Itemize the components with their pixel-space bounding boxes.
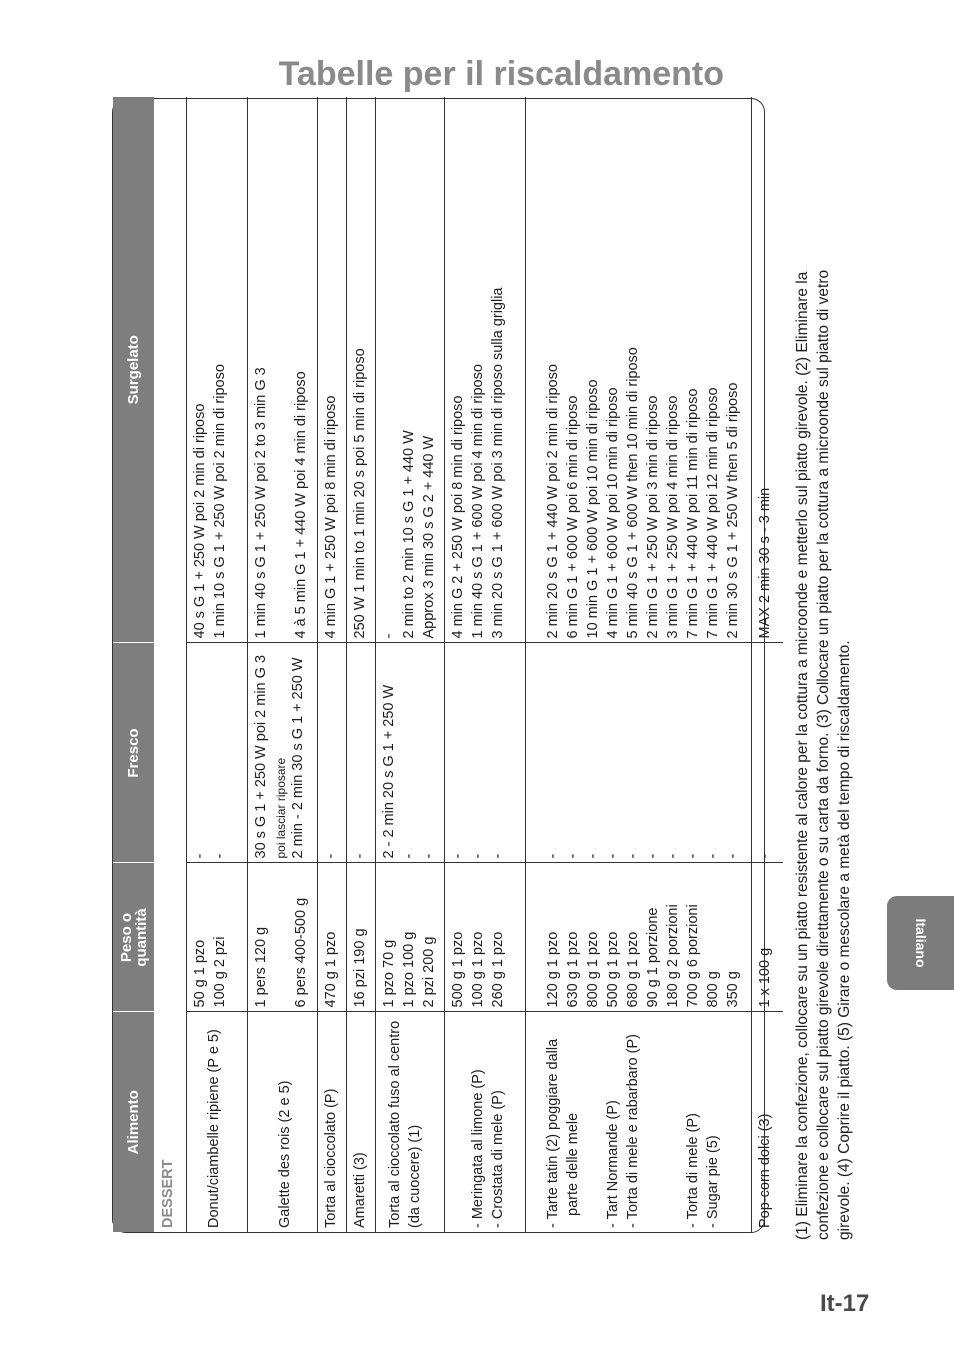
- table-row: [376, 97, 445, 1232]
- table-row: [187, 97, 248, 1232]
- cell-alimento: Torta al cioccolato fuso al centro (da cuocere) (1): [376, 1012, 445, 1232]
- cell-fresco: -: [318, 643, 347, 863]
- language-tab: [887, 896, 954, 990]
- footnote-line: (1) Eliminare la confezione, collocare su un piatto resistente al calore per la cottura a microonde e metterlo sul piatto girevole. (2) Eliminare la: [794, 271, 811, 1240]
- cell-surgelato: MAX 2 min 30 s - 3 min: [752, 97, 783, 643]
- cell-surgelato: 2 min 20 s G 1 + 440 W poi 2 min di riposo 6 min G 1 + 600 W poi 6 min di riposo 10 min G 1 + 600 W poi 10 min di riposo 4 min G 1 + 600 W poi 10 min di riposo 5 min 40 s G 1 + 600 W then 10 min di riposo 2 min G 1 + 250 W poi 3 min di riposo 3 min G 1 + 250 W poi 4 min di riposo 7 min G 1 + 440 W poi 11 min di riposo 7 min G 1 + 440 W poi 12 min di riposo 2 min 30 s G 1 + 250 W then 5 di riposo: [526, 97, 752, 643]
- header-peso-line1: Peso o: [117, 912, 135, 963]
- cell-surgelato: - 2 min to 2 min 10 s G 1 + 440 W Approx 3 min 30 s G 2 + 440 W: [376, 97, 445, 643]
- cell-alimento: Torta al cioccolato (P): [318, 1012, 347, 1232]
- cell-alimento: - Meringata al limone (P) - Crostata di mele (P): [445, 1012, 526, 1232]
- table-row: [752, 97, 783, 1232]
- header-peso-line2: quantità: [132, 908, 150, 967]
- footnotes: [792, 100, 855, 1240]
- cell-fresco: - - - - - - - - - -: [526, 643, 752, 863]
- cell-surgelato: 4 min G 1 + 250 W poi 8 min di riposo: [318, 97, 347, 643]
- section-row-dessert: [154, 97, 187, 1232]
- cell-peso: 1 pers 120 g 6 pers 400-500 g: [248, 863, 318, 1012]
- cell-alimento: Donut/ciambelle ripiene (P e 5): [187, 1012, 248, 1232]
- header-surgelato: Surgelato: [113, 97, 154, 643]
- cell-alimento: - Tarte tatin (2) poggiare dalla parte delle mele - Tart Normande (P) - Torta di mele e rabarbaro (P) - Torta di mele (P) - Sugar pie (5): [526, 1012, 752, 1232]
- cell-surgelato: 1 min 40 s G 1 + 250 W poi 2 to 3 min G 3 4 à 5 min G 1 + 440 W poi 4 min di riposo: [248, 97, 318, 643]
- cell-fresco: -: [347, 643, 376, 863]
- cell-fresco: - -: [187, 643, 248, 863]
- header-fresco: Fresco: [113, 643, 154, 863]
- cell-fresco: 2 - 2 min 20 s G 1 + 250 W - -: [376, 643, 445, 863]
- page-number: It-17: [820, 1290, 870, 1317]
- table-header-row: [113, 97, 154, 1232]
- cell-surgelato: 4 min G 2 + 250 W poi 8 min di riposo 1 min 40 s G 1 + 600 W poi 4 min di riposo 3 min 20 s G 1 + 600 W poi 3 min di riposo sulla griglia: [445, 97, 526, 643]
- footnote-line: confezione e collocare sul piatto girevole direttamente o su carta da forno. (3) Collocare un piatto per la cottura a microonde sul piatto di vetro: [815, 269, 832, 1240]
- cell-fresco: -: [752, 643, 783, 863]
- cell-alimento: Pop-corn dolci (3): [757, 1113, 773, 1228]
- cell-surgelato: 40 s G 1 + 250 W poi 2 min di riposo 1 min 10 s G 1 + 250 W poi 2 min di riposo: [187, 97, 248, 643]
- cell-peso: 50 g 1 pzo 100 g 2 pzi: [187, 863, 248, 1012]
- header-peso: [113, 863, 154, 1012]
- cell-fresco: 30 s G 1 + 250 W poi 2 min G 3 poi lasciar riposare 2 min - 2 min 30 s G 1 + 250 W: [248, 643, 318, 863]
- table-row: [445, 97, 526, 1232]
- cell-peso: 16 pzi 190 g: [347, 863, 376, 1012]
- cell-alimento: Galette des rois (2 e 5): [248, 1012, 318, 1232]
- heating-table-rotated: [112, 98, 773, 1233]
- table-row: [248, 97, 318, 1232]
- heating-table: [112, 98, 773, 1233]
- cell-fresco: - - -: [445, 643, 526, 863]
- table-row: [347, 97, 376, 1232]
- cell-peso: 1 pzo 70 g 1 pzo 100 g 2 pzi 200 g: [376, 863, 445, 1012]
- cell-peso: 120 g 1 pzo 630 g 1 pzo 800 g 1 pzo 500 g 1 pzo 680 g 1 pzo 90 g 1 porzione 180 g 2 porzioni 700 g 6 porzioni 800 g 350 g: [526, 863, 752, 1012]
- table-row: [526, 97, 752, 1232]
- cell-alimento: Amaretti (3): [347, 1012, 376, 1232]
- cell-peso: 500 g 1 pzo 100 g 1 pzo 260 g 1 pzo: [445, 863, 526, 1012]
- dessert-table: [113, 97, 783, 1232]
- table-row: [318, 97, 347, 1232]
- header-alimento: Alimento: [113, 1012, 154, 1232]
- cell-surgelato: 250 W 1 min to 1 min 20 s poi 5 min di riposo: [347, 97, 376, 643]
- page-title: Tabelle per il riscaldamento: [278, 55, 724, 93]
- cell-peso: 470 g 1 pzo: [318, 863, 347, 1012]
- language-tab-label: Italiano: [912, 918, 929, 968]
- section-label: DESSERT: [154, 97, 187, 1232]
- cell-peso: 1 x 100 g: [752, 863, 783, 1012]
- footnote-line: girevole. (4) Coprire il piatto. (5) Girare o mescolare a metà del tempo di riscaldamento.: [836, 640, 853, 1240]
